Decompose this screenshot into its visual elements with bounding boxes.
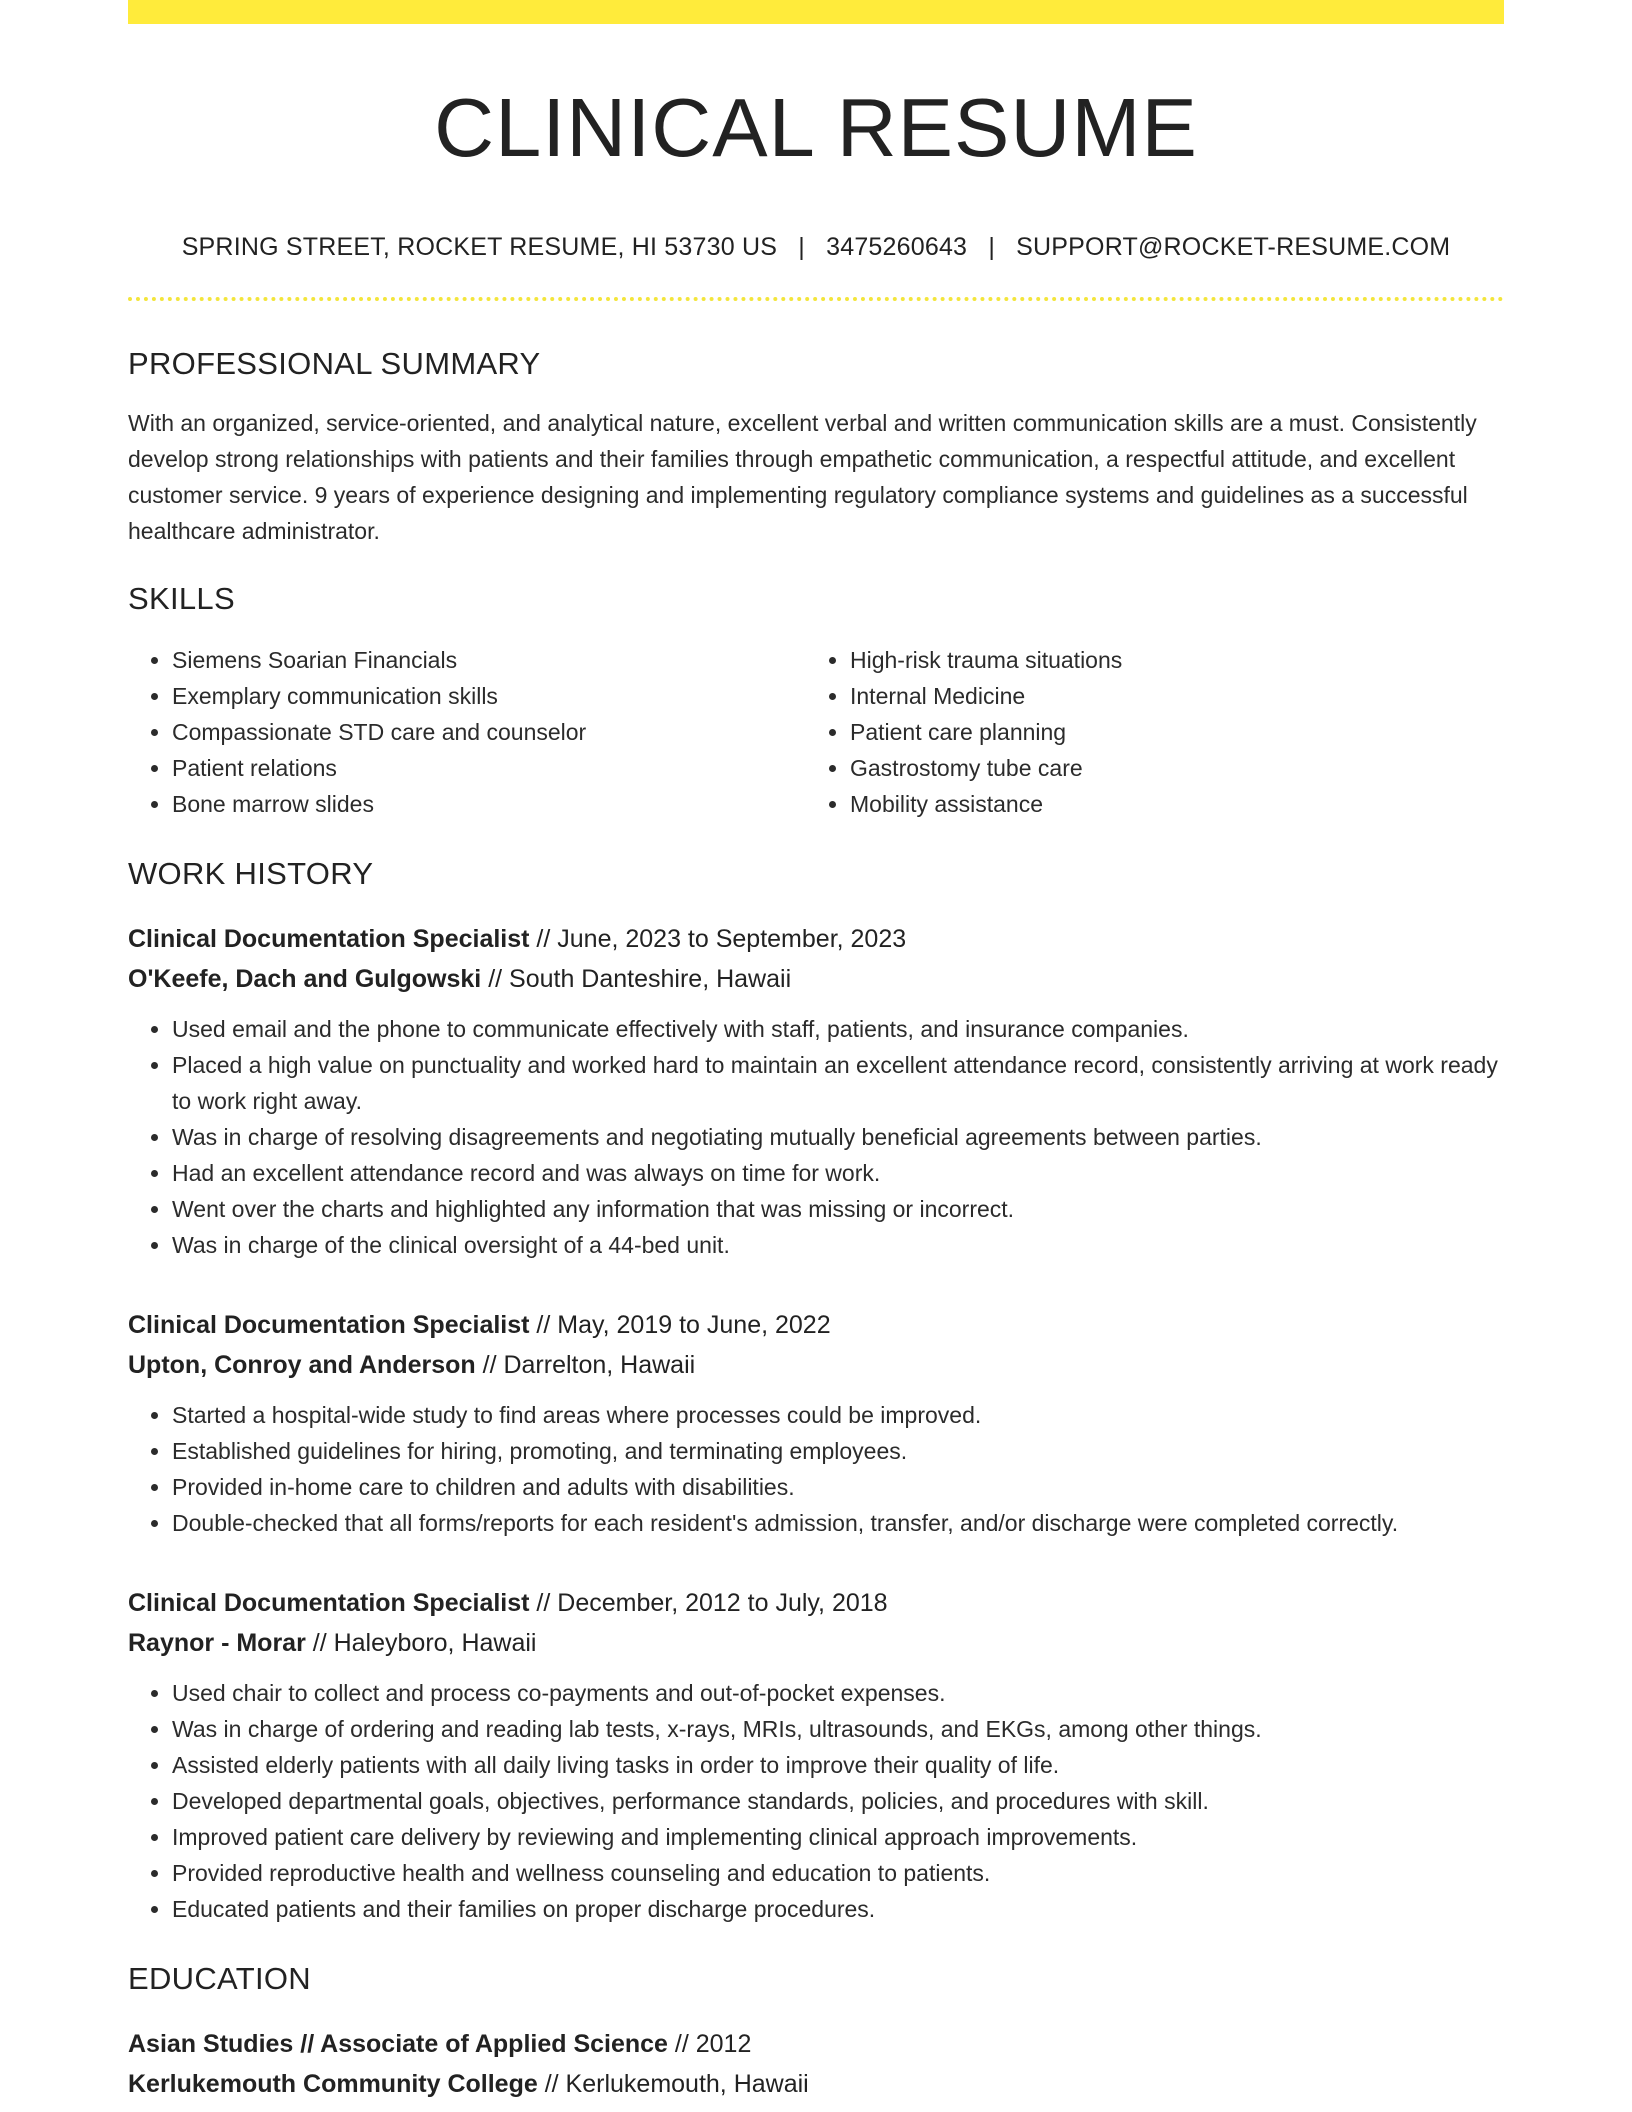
skill-item: • High-risk trauma situations: [850, 642, 1484, 678]
job-title-line: [128, 1305, 1504, 1345]
resume-page: [128, 0, 1504, 2104]
contact-separator: |: [798, 233, 805, 261]
duty-item: • Developed departmental goals, objectives, performance standards, policies, and procedures with skill.: [172, 1783, 1504, 1819]
education-school-line: [128, 2064, 1504, 2104]
duty-item: • Went over the charts and highlighted any information that was missing or incorrect.: [172, 1191, 1504, 1227]
job-entry: [128, 919, 1504, 1263]
job-company: O'Keefe, Dach and Gulgowski: [128, 965, 482, 993]
duty-item: • Provided reproductive health and wellness counseling and education to patients.: [172, 1855, 1504, 1891]
duty-item: • Double-checked that all forms/reports for each resident's admission, transfer, and/or discharge were completed correctly.: [172, 1505, 1504, 1541]
job-duties: [128, 1397, 1504, 1541]
job-company-line: [128, 959, 1504, 999]
education-year: // 2012: [667, 2030, 752, 2058]
contact-separator: |: [988, 233, 996, 261]
duty-item: • Used email and the phone to communicate effectively with staff, patients, and insurance companies.: [172, 1011, 1504, 1047]
job-dates: // December, 2012 to July, 2018: [529, 1589, 888, 1617]
section-title-education: EDUCATION: [128, 1961, 311, 1996]
duty-item: • Started a hospital-wide study to find areas where processes could be improved.: [172, 1397, 1504, 1433]
job-company: Upton, Conroy and Anderson: [128, 1351, 476, 1379]
duty-item: • Was in charge of the clinical oversight of a 44-bed unit.: [172, 1227, 1504, 1263]
resume-title: CLINICAL RESUME: [434, 81, 1198, 174]
education-school: Kerlukemouth Community College: [128, 2070, 538, 2098]
job-location: // Darrelton, Hawaii: [475, 1351, 696, 1379]
phone: 3475260643: [826, 233, 968, 261]
job-role: Clinical Documentation Specialist: [128, 1311, 530, 1339]
skill-item: • Exemplary communication skills: [172, 678, 806, 714]
job-entry: [128, 1305, 1504, 1541]
job-dates: // May, 2019 to June, 2022: [529, 1311, 831, 1339]
skill-item: • Internal Medicine: [850, 678, 1484, 714]
duty-item: • Established guidelines for hiring, promoting, and terminating employees.: [172, 1433, 1504, 1469]
skill-item: • Siemens Soarian Financials: [172, 642, 806, 678]
duty-item: • Educated patients and their families on proper discharge procedures.: [172, 1891, 1504, 1927]
job-dates: // June, 2023 to September, 2023: [529, 925, 907, 953]
section-title-work-history: WORK HISTORY: [128, 856, 374, 891]
skill-item: • Patient relations: [172, 750, 806, 786]
duty-item: • Used chair to collect and process co-payments and out-of-pocket expenses.: [172, 1675, 1504, 1711]
section-title-summary: PROFESSIONAL SUMMARY: [128, 346, 541, 381]
skill-item: • Bone marrow slides: [172, 786, 806, 822]
skills-list: [128, 642, 1504, 822]
job-entry: [128, 1583, 1504, 1927]
dotted-divider: [128, 297, 1504, 301]
skills-column-left: [128, 642, 806, 822]
skill-item: • Gastrostomy tube care: [850, 750, 1484, 786]
education-degree-line: [128, 2024, 1504, 2064]
job-title-line: [128, 919, 1504, 959]
job-location: // Haleyboro, Hawaii: [305, 1629, 537, 1657]
email: SUPPORT@ROCKET-RESUME.COM: [1016, 233, 1451, 261]
skills-column-right: [806, 642, 1484, 822]
contact-line: [128, 235, 1504, 260]
job-role: Clinical Documentation Specialist: [128, 1589, 530, 1617]
duty-item: • Placed a high value on punctuality and worked hard to maintain an excellent attendance record, consistently arriving at work ready to work right away.: [172, 1047, 1504, 1119]
education-entry: [128, 2024, 1504, 2104]
duty-item: • Assisted elderly patients with all daily living tasks in order to improve their quality of life.: [172, 1747, 1504, 1783]
job-duties: [128, 1011, 1504, 1263]
job-duties: [128, 1675, 1504, 1927]
address: SPRING STREET, ROCKET RESUME, HI 53730 US: [181, 233, 778, 261]
section-title-skills: SKILLS: [128, 581, 235, 616]
duty-item: • Had an excellent attendance record and was always on time for work.: [172, 1155, 1504, 1191]
duty-item: • Was in charge of resolving disagreements and negotiating mutually beneficial agreements between parties.: [172, 1119, 1504, 1155]
job-company-line: [128, 1623, 1504, 1663]
duty-item: • Improved patient care delivery by reviewing and implementing clinical approach improvements.: [172, 1819, 1504, 1855]
job-location: // South Danteshire, Hawaii: [481, 965, 792, 993]
duty-item: • Was in charge of ordering and reading lab tests, x-rays, MRIs, ultrasounds, and EKGs, among other things.: [172, 1711, 1504, 1747]
skill-item: • Patient care planning: [850, 714, 1484, 750]
job-role: Clinical Documentation Specialist: [128, 925, 530, 953]
skill-item: • Mobility assistance: [850, 786, 1484, 822]
job-company: Raynor - Morar: [128, 1629, 306, 1657]
job-title-line: [128, 1583, 1504, 1623]
education-location: // Kerlukemouth, Hawaii: [537, 2070, 809, 2098]
summary-text: With an organized, service-oriented, and analytical nature, excellent verbal and written communication skills are a must. Consistently develop strong relationships with patients and their families through empathetic communication, a respectful attitude, and excellent customer service. 9 years of experience designing and implementing regulatory compliance systems and guidelines as a successful healthcare administrator.: [128, 410, 1477, 544]
duty-item: • Provided in-home care to children and adults with disabilities.: [172, 1469, 1504, 1505]
job-company-line: [128, 1345, 1504, 1385]
education-degree: Asian Studies // Associate of Applied Science: [128, 2030, 668, 2058]
accent-bar: [128, 0, 1504, 24]
skill-item: • Compassionate STD care and counselor: [172, 714, 806, 750]
